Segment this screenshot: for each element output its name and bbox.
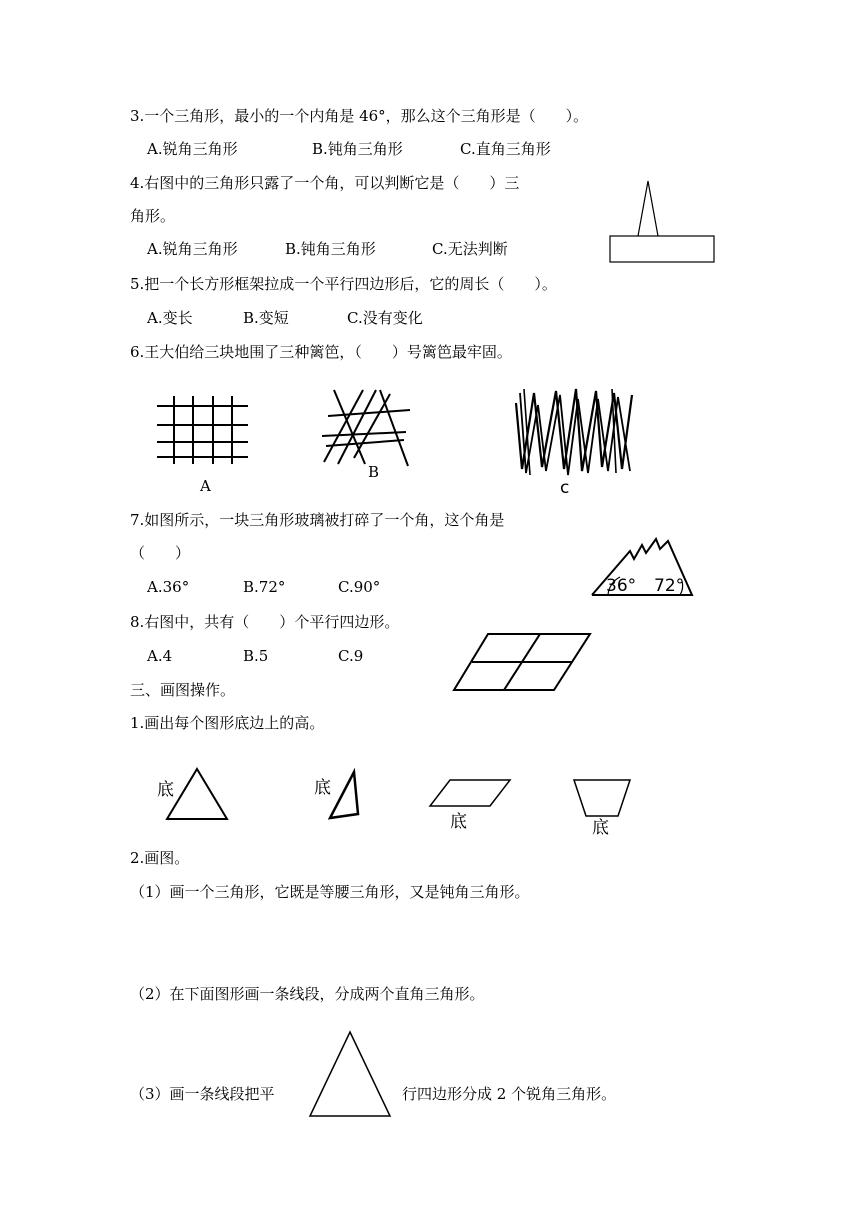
q8-option-a: A.4 bbox=[147, 647, 173, 665]
q3-stem: 3.一个三角形，最小的一个内角是 46°，那么这个三角形是（ ）。 bbox=[130, 107, 589, 125]
section3-item2: 2.画图。 bbox=[130, 849, 190, 867]
q4-option-b: B.钝角三角形 bbox=[285, 240, 376, 258]
section3-sub1: （1）画一个三角形，它既是等腰三角形，又是钝角三角形。 bbox=[130, 883, 530, 901]
shape1-base-label: 底 bbox=[157, 780, 174, 800]
q8-option-c: C.9 bbox=[338, 647, 364, 665]
fence-c-zigzag-figure bbox=[512, 385, 637, 477]
shape4-base-label: 底 bbox=[592, 818, 609, 838]
q4-hidden-triangle-figure bbox=[608, 178, 718, 266]
q7-angle-label-72: 72° bbox=[654, 576, 685, 596]
fence-b-label: B bbox=[368, 463, 380, 481]
q4-stem-line2: 角形。 bbox=[130, 207, 176, 225]
q6-stem: 6.王大伯给三块地围了三种篱笆，（ ）号篱笆最牢固。 bbox=[130, 343, 512, 361]
q7-angle-label-36: 36° bbox=[606, 576, 637, 596]
large-triangle-figure bbox=[308, 1030, 392, 1118]
section3-sub2: （2）在下面图形画一条线段，分成两个直角三角形。 bbox=[130, 985, 485, 1003]
q7-option-a: A.36° bbox=[147, 578, 190, 596]
section3-sub3-right: 行四边形分成 2 个锐角三角形。 bbox=[402, 1085, 617, 1103]
shape3-base-label: 底 bbox=[450, 812, 467, 832]
q5-option-c: C.没有变化 bbox=[347, 309, 423, 327]
fence-a-grid-figure bbox=[155, 394, 250, 464]
q5-stem: 5.把一个长方形框架拉成一个平行四边形后，它的周长（ ）。 bbox=[130, 275, 557, 293]
q4-option-c: C.无法判断 bbox=[432, 240, 508, 258]
q7-stem-line1: 7.如图所示，一块三角形玻璃被打碎了一个角，这个角是 bbox=[130, 511, 505, 529]
shape2-base-label: 底 bbox=[314, 778, 331, 798]
q3-option-c: C.直角三角形 bbox=[460, 140, 551, 158]
trapezoid-figure bbox=[572, 778, 634, 818]
q5-option-a: A.变长 bbox=[147, 309, 193, 327]
fence-a-label: A bbox=[200, 477, 211, 495]
q4-stem-line1: 4.右图中的三角形只露了一个角，可以判断它是（ ）三 bbox=[130, 174, 520, 192]
fence-c-label: c bbox=[560, 478, 570, 498]
q7-option-c: C.90° bbox=[338, 578, 381, 596]
thin-triangle-figure bbox=[326, 770, 360, 820]
q8-option-b: B.5 bbox=[243, 647, 269, 665]
q3-option-b: B.钝角三角形 bbox=[312, 140, 403, 158]
q4-option-a: A.锐角三角形 bbox=[147, 240, 238, 258]
fence-b-diagonal-figure bbox=[318, 388, 413, 468]
q5-option-b: B.变短 bbox=[243, 309, 289, 327]
equilateral-triangle-figure bbox=[165, 767, 230, 821]
q7-option-b: B.72° bbox=[243, 578, 286, 596]
q8-parallelogram-figure bbox=[452, 628, 592, 694]
q7-stem-line2: （ ） bbox=[130, 544, 191, 562]
q3-option-a: A.锐角三角形 bbox=[147, 140, 238, 158]
section3-sub3-left: （3）画一条线段把平 bbox=[130, 1085, 275, 1103]
parallelogram-figure bbox=[428, 778, 513, 808]
section3-item1: 1.画出每个图形底边上的高。 bbox=[130, 714, 325, 732]
section3-title: 三、画图操作。 bbox=[130, 681, 236, 699]
q8-stem: 8.右图中，共有（ ）个平行四边形。 bbox=[130, 613, 400, 631]
